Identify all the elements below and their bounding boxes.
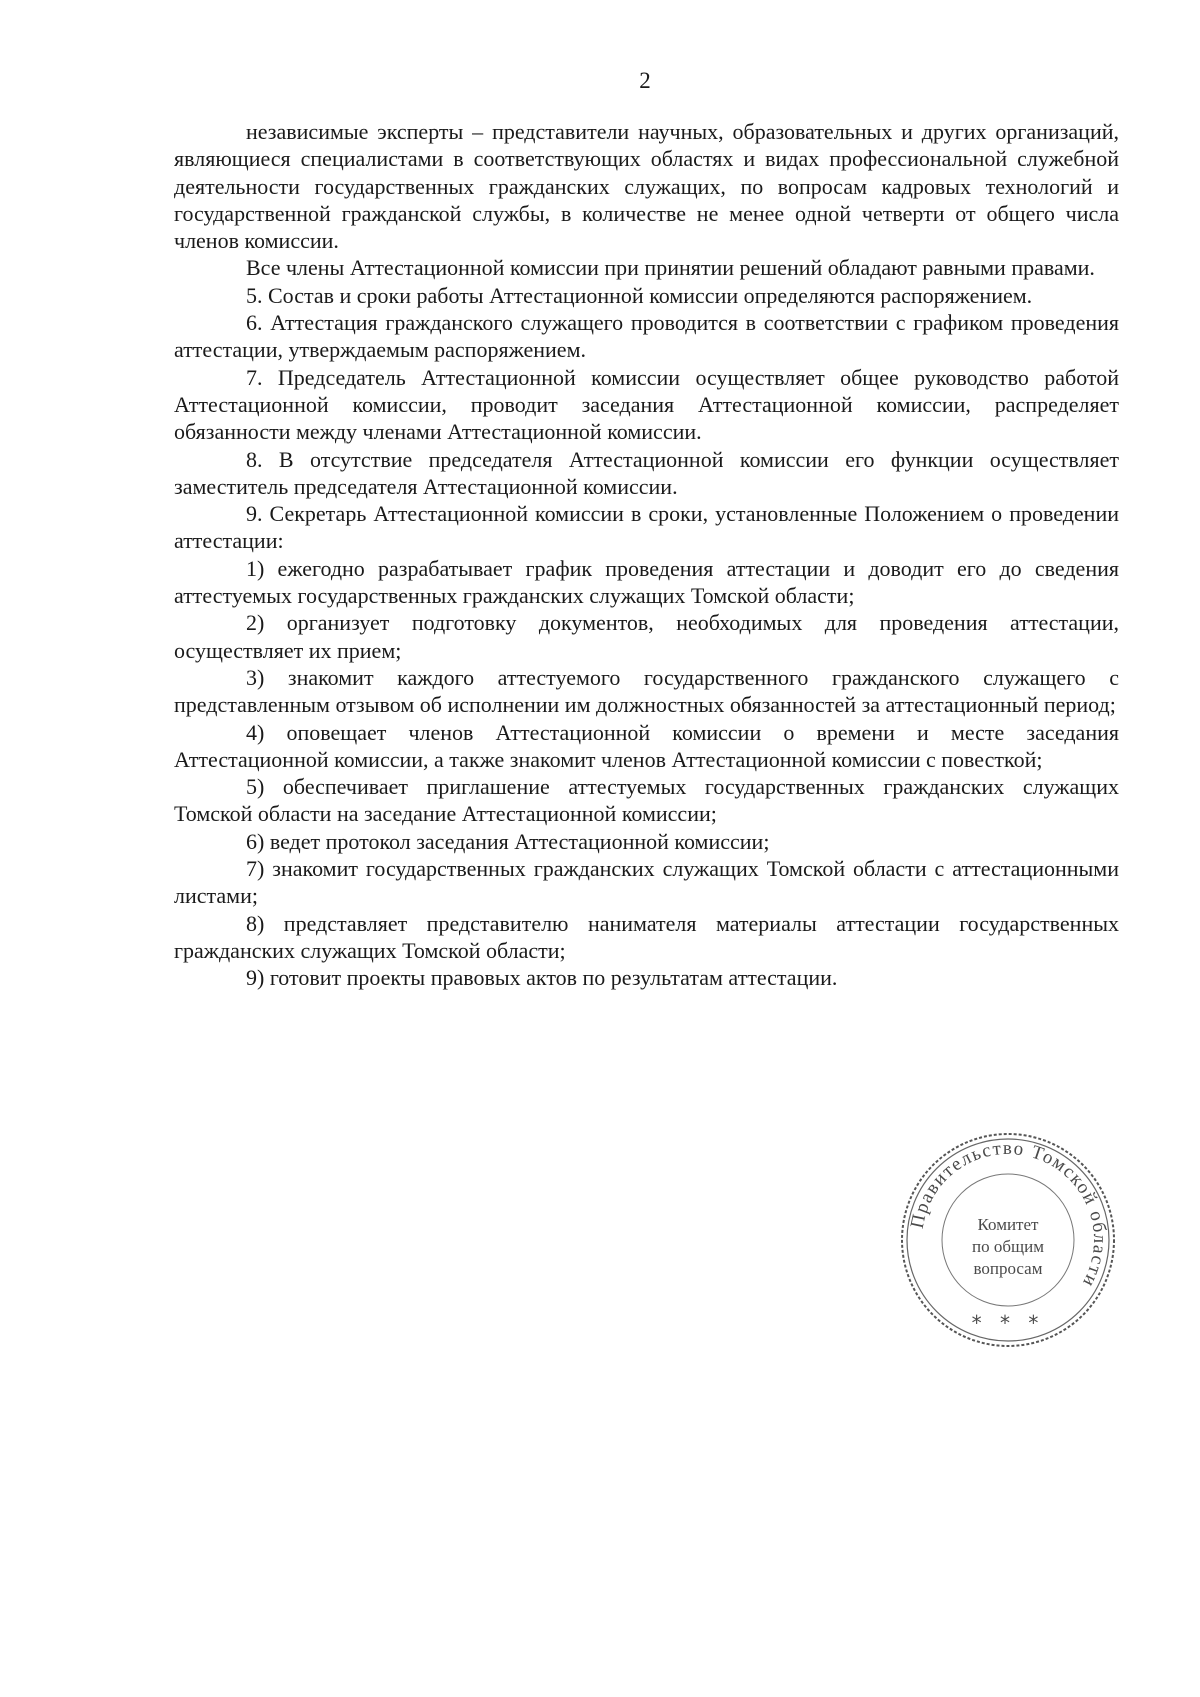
paragraph: 9. Секретарь Аттестационной комиссии в сроки, установленные Положением о проведении аттестации: <box>174 501 1119 554</box>
list-item: 3) знакомит каждого аттестуемого государственного гражданского служащего с представленным отзывом об исполнении им должностных обязанностей за аттестационный период; <box>174 664 1119 718</box>
official-seal <box>898 1130 1118 1350</box>
list-item: 8) представляет представителю нанимателя материалы аттестации государственных гражданских служащих Томской области; <box>174 910 1119 963</box>
list-item: 9) готовит проекты правовых актов по результатам аттестации. <box>246 965 838 991</box>
list-item: 7) знакомит государственных гражданских служащих Томской области с аттестационными листами; <box>174 856 1119 909</box>
list-item: 5) обеспечивает приглашение аттестуемых государственных гражданских служащих Томской области на заседание Аттестационной комиссии; <box>174 774 1119 827</box>
seal-ring-text: Правительство Томской области <box>906 1137 1111 1292</box>
paragraph: 8. В отсутствие председателя Аттестационной комиссии его функции осуществляет заместитель председателя Аттестационной комиссии. <box>174 446 1119 499</box>
paragraph: 5. Состав и сроки работы Аттестационной комиссии определяются распоряжением. <box>246 282 1033 308</box>
seal-center-line-1: Комитет <box>977 1215 1039 1234</box>
document-body <box>174 118 1119 992</box>
list-item: 1) ежегодно разрабатывает график проведения аттестации и доводит его до сведения аттестуемых государственных гражданских служащих Томской области; <box>174 555 1119 609</box>
list-item: 2) организует подготовку документов, необходимых для проведения аттестации, осуществляет их прием; <box>174 610 1119 663</box>
seal-graphic <box>898 1130 1118 1350</box>
paragraph: 7. Председатель Аттестационной комиссии осуществляет общее руководство работой Аттестационной комиссии, проводит заседания Аттестационной комиссии, распределяет обязанности между членами Аттестационной комиссии. <box>174 364 1119 445</box>
paragraph: независимые эксперты – представители научных, образовательных и других организаций, являющиеся специалистами в соответствующих областях и видах профессиональной служебной деятельности государственных гражданских служащих, по вопросам кадровых технологий и государственной гражданской службы, в количестве не менее одной четверти от общего числа членов комиссии. <box>174 119 1119 254</box>
seal-center-line-2: по общим <box>972 1237 1044 1256</box>
page-number: 2 <box>639 68 651 93</box>
paragraph: Все члены Аттестационной комиссии при принятии решений обладают равными правами. <box>246 255 1095 281</box>
seal-stars: * * * <box>971 1311 1045 1335</box>
list-item: 4) оповещает членов Аттестационной комиссии о времени и месте заседания Аттестационной комиссии, а также знакомит членов Аттестационной комиссии с повесткой; <box>174 719 1119 772</box>
paragraph: 6. Аттестация гражданского служащего проводится в соответствии с графиком проведения аттестации, утверждаемым распоряжением. <box>174 310 1119 363</box>
list-item: 6) ведет протокол заседания Аттестационной комиссии; <box>246 828 770 854</box>
seal-center-line-3: вопросам <box>973 1259 1043 1278</box>
